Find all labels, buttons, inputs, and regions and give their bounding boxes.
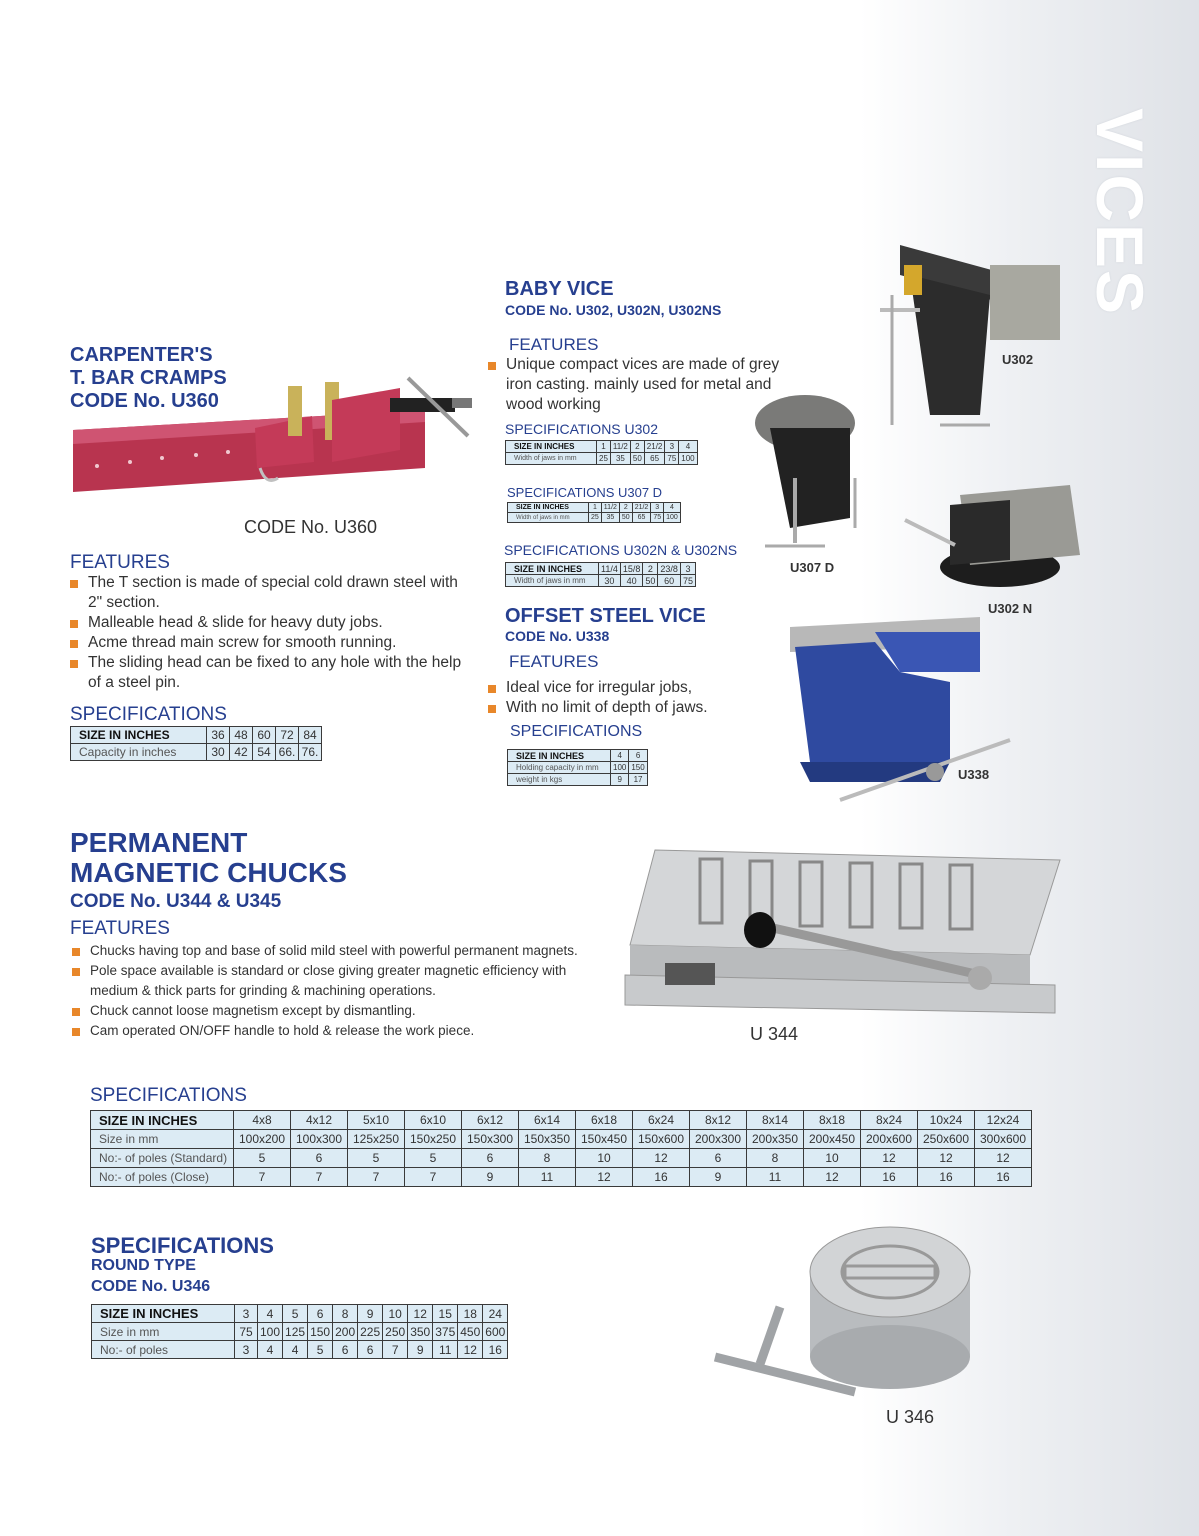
table-cell: 6 (629, 750, 647, 762)
carpenter-spec-heading: SPECIFICATIONS (70, 704, 227, 725)
table-cell: 4x12 (291, 1111, 348, 1130)
u307d-spec-heading: SPECIFICATIONS U307 D (507, 485, 663, 500)
table-cell: No:- of poles (92, 1341, 235, 1359)
table-cell: 9 (462, 1168, 519, 1187)
table-row (506, 441, 698, 453)
table-row (91, 1111, 1032, 1130)
list-item: The sliding head can be fixed to any hole with the help of a steel pin. (70, 653, 470, 693)
table-cell: 5 (234, 1149, 291, 1168)
table-cell: 30 (207, 744, 230, 761)
table-row (508, 513, 681, 523)
u307d-label: U307 D (790, 560, 835, 575)
carpenter-features-list (70, 573, 470, 693)
u302-spec-heading: SPECIFICATIONS U302 (505, 421, 659, 437)
table-cell: 2 (619, 503, 632, 513)
u302-spec-table (505, 440, 698, 465)
carpenter-code: CODE No. U360 (70, 390, 219, 412)
magnetic-title-line2: MAGNETIC CHUCKS (70, 857, 347, 888)
table-cell: 200x450 (804, 1130, 861, 1149)
table-cell: 17 (629, 774, 647, 786)
table-cell: 4 (679, 441, 697, 453)
table-cell: 65 (632, 513, 651, 523)
table-cell: 75 (235, 1323, 258, 1341)
baby-vice-features-list (488, 355, 788, 415)
table-cell: 21/2 (632, 503, 651, 513)
table-cell: 11 (433, 1341, 458, 1359)
table-cell: 6 (358, 1341, 383, 1359)
magnetic-code: CODE No. U344 & U345 (70, 891, 282, 912)
table-cell: 5 (405, 1149, 462, 1168)
u346-round-chuck-image (705, 1222, 985, 1407)
table-cell: Size in mm (91, 1130, 234, 1149)
table-cell: 125x250 (348, 1130, 405, 1149)
baby-vice-features-heading: FEATURES (509, 335, 599, 354)
table-cell: 100 (258, 1323, 283, 1341)
u338-vice-image (780, 612, 1040, 812)
table-cell: 150x600 (633, 1130, 690, 1149)
table-cell: 12 (861, 1149, 918, 1168)
table-cell: 150x250 (405, 1130, 462, 1149)
table-cell: 200x600 (861, 1130, 918, 1149)
table-cell: 4 (283, 1341, 308, 1359)
table-cell: 3 (235, 1341, 258, 1359)
table-cell: 35 (610, 453, 630, 465)
table-cell: SIZE IN INCHES (71, 727, 207, 744)
table-cell: 7 (348, 1168, 405, 1187)
round-subtitle: ROUND TYPE (91, 1257, 196, 1274)
table-cell: 200x300 (690, 1130, 747, 1149)
table-cell: 11 (747, 1168, 804, 1187)
table-cell: 16 (483, 1341, 508, 1359)
table-row (508, 774, 648, 786)
table-cell: 16 (918, 1168, 975, 1187)
table-cell: 16 (633, 1168, 690, 1187)
list-item: With no limit of depth of jaws. (488, 698, 788, 718)
table-cell: 9 (408, 1341, 433, 1359)
table-cell: 150 (629, 762, 647, 774)
table-cell: 7 (383, 1341, 408, 1359)
table-cell: 6 (333, 1341, 358, 1359)
table-cell: 75 (665, 453, 679, 465)
table-cell: 12 (576, 1168, 633, 1187)
table-row (508, 503, 681, 513)
table-cell: 48 (230, 727, 253, 744)
table-cell: 76. (299, 744, 322, 761)
offset-vice-code: CODE No. U338 (505, 628, 610, 644)
table-cell: SIZE IN INCHES (506, 563, 599, 575)
table-cell: 9 (690, 1168, 747, 1187)
table-cell: SIZE IN INCHES (508, 503, 589, 513)
table-cell: 36 (207, 727, 230, 744)
u302-vice-image (870, 235, 1070, 435)
table-cell: Width of jaws in mm (508, 513, 589, 523)
table-row (506, 575, 696, 587)
table-cell: 12 (804, 1168, 861, 1187)
table-cell: 8x24 (861, 1111, 918, 1130)
table-cell: 12x24 (975, 1111, 1032, 1130)
table-cell: 225 (358, 1323, 383, 1341)
table-cell: 250 (383, 1323, 408, 1341)
table-cell: 600 (483, 1323, 508, 1341)
table-cell: 65 (644, 453, 665, 465)
table-cell: 6x12 (462, 1111, 519, 1130)
table-cell: 10 (804, 1149, 861, 1168)
carpenter-title-line2: T. BAR CRAMPS (70, 367, 227, 389)
table-cell: 35 (601, 513, 619, 523)
offset-vice-title: OFFSET STEEL VICE (505, 605, 706, 627)
table-cell: 10 (576, 1149, 633, 1168)
table-row (92, 1341, 508, 1359)
table-cell: 150x350 (519, 1130, 576, 1149)
table-cell: 25 (589, 513, 602, 523)
table-cell: 150x450 (576, 1130, 633, 1149)
table-cell: SIZE IN INCHES (91, 1111, 234, 1130)
u302n-vice-image (900, 475, 1090, 590)
table-cell: 4 (258, 1305, 283, 1323)
table-cell: 72 (276, 727, 299, 744)
table-cell: 6 (291, 1149, 348, 1168)
table-cell: SIZE IN INCHES (508, 750, 611, 762)
table-row (91, 1149, 1032, 1168)
table-cell: 200 (333, 1323, 358, 1341)
table-cell: 250x600 (918, 1130, 975, 1149)
table-cell: 3 (235, 1305, 258, 1323)
table-cell: 10 (383, 1305, 408, 1323)
u344-chuck-image (620, 845, 1065, 1025)
table-cell: 2 (643, 563, 658, 575)
table-cell: 7 (234, 1168, 291, 1187)
round-code: CODE No. U346 (91, 1278, 211, 1295)
table-row (508, 750, 648, 762)
table-cell: 16 (861, 1168, 918, 1187)
table-cell: 2 (630, 441, 644, 453)
u302n-spec-table (505, 562, 696, 587)
table-row (506, 563, 696, 575)
table-cell: 18 (458, 1305, 483, 1323)
table-cell: 11/2 (610, 441, 630, 453)
u338-label: U338 (958, 767, 990, 782)
list-item: Chucks having top and base of solid mild steel with powerful permanent magnets. (72, 941, 582, 961)
table-row (91, 1130, 1032, 1149)
table-cell: 6x24 (633, 1111, 690, 1130)
table-cell: 4x8 (234, 1111, 291, 1130)
table-cell: 9 (358, 1305, 383, 1323)
table-row (91, 1168, 1032, 1187)
table-cell: 6x14 (519, 1111, 576, 1130)
table-cell: 11 (519, 1168, 576, 1187)
magnetic-spec-heading: SPECIFICATIONS (90, 1085, 247, 1106)
magnetic-spec-table (90, 1110, 1032, 1187)
table-cell: 7 (291, 1168, 348, 1187)
table-cell: 15/8 (620, 563, 643, 575)
table-cell: 375 (433, 1323, 458, 1341)
table-cell: 75 (651, 513, 664, 523)
table-cell: 6 (308, 1305, 333, 1323)
table-cell: 75 (680, 575, 695, 587)
u302n-label: U302 N (988, 601, 1033, 616)
table-cell: 24 (483, 1305, 508, 1323)
carpenter-image-caption: CODE No. U360 (244, 517, 378, 537)
table-cell: 6x10 (405, 1111, 462, 1130)
baby-vice-title: BABY VICE (505, 278, 614, 300)
table-cell: 5x10 (348, 1111, 405, 1130)
table-cell: 150 (308, 1323, 333, 1341)
table-cell: 12 (918, 1149, 975, 1168)
table-cell: 42 (230, 744, 253, 761)
table-cell: 8 (333, 1305, 358, 1323)
table-cell: Size in mm (92, 1323, 235, 1341)
offset-vice-features-heading: FEATURES (509, 652, 599, 671)
table-cell: 450 (458, 1323, 483, 1341)
table-cell: 10x24 (918, 1111, 975, 1130)
table-cell: 7 (405, 1168, 462, 1187)
table-cell: 12 (975, 1149, 1032, 1168)
table-cell: 8x14 (747, 1111, 804, 1130)
table-cell: 125 (283, 1323, 308, 1341)
table-cell: 12 (408, 1305, 433, 1323)
table-cell: 50 (630, 453, 644, 465)
table-cell: 8x12 (690, 1111, 747, 1130)
table-row (92, 1323, 508, 1341)
table-cell: 15 (433, 1305, 458, 1323)
list-item: Unique compact vices are made of grey iron casting. mainly used for metal and wood working (488, 355, 788, 415)
table-cell: 12 (633, 1149, 690, 1168)
table-cell: 8x18 (804, 1111, 861, 1130)
table-cell: 66. (276, 744, 299, 761)
table-cell: 60 (253, 727, 276, 744)
offset-vice-features-list (488, 678, 788, 718)
table-cell: 3 (665, 441, 679, 453)
table-cell: 6x18 (576, 1111, 633, 1130)
table-cell: 50 (619, 513, 632, 523)
table-cell: 6 (690, 1149, 747, 1168)
list-item: Cam operated ON/OFF handle to hold & release the work piece. (72, 1021, 582, 1041)
table-cell: 11/4 (599, 563, 621, 575)
table-cell: 8 (747, 1149, 804, 1168)
list-item: Ideal vice for irregular jobs, (488, 678, 788, 698)
table-row (508, 762, 648, 774)
offset-vice-spec-heading: SPECIFICATIONS (510, 723, 643, 740)
table-cell: 9 (611, 774, 629, 786)
u346-caption: U 346 (886, 1407, 935, 1427)
table-cell: 25 (597, 453, 611, 465)
table-cell: 100 (679, 453, 697, 465)
table-cell: weight in kgs (508, 774, 611, 786)
table-cell: 23/8 (658, 563, 681, 575)
t-bar-cramp-image (70, 370, 490, 500)
round-spec-table (91, 1304, 508, 1359)
list-item: Acme thread main screw for smooth running. (70, 633, 470, 653)
table-cell: 84 (299, 727, 322, 744)
table-cell: 40 (620, 575, 643, 587)
table-row (506, 453, 698, 465)
section-title-vices: VICES (1083, 108, 1157, 317)
table-cell: Holding capacity in mm (508, 762, 611, 774)
table-cell: Width of jaws in mm (506, 575, 599, 587)
table-cell: No:- of poles (Standard) (91, 1149, 234, 1168)
magnetic-features-list (72, 941, 582, 1041)
table-cell: 4 (258, 1341, 283, 1359)
table-cell: 21/2 (644, 441, 665, 453)
table-cell: 6 (462, 1149, 519, 1168)
table-cell: Capacity in inches (71, 744, 207, 761)
offset-vice-spec-table (507, 749, 648, 786)
table-row (71, 744, 322, 761)
list-item: Pole space available is standard or close giving greater magnetic efficiency with medium & thick parts for grinding & machining operations. (72, 961, 582, 1001)
table-cell: 54 (253, 744, 276, 761)
table-cell: SIZE IN INCHES (92, 1305, 235, 1323)
table-cell: 5 (308, 1341, 333, 1359)
table-cell: 5 (348, 1149, 405, 1168)
baby-vice-code: CODE No. U302, U302N, U302NS (505, 302, 722, 318)
magnetic-title-block (70, 828, 347, 888)
table-cell: 4 (611, 750, 629, 762)
table-cell: 50 (643, 575, 658, 587)
u307d-spec-table (507, 502, 681, 523)
table-cell: No:- of poles (Close) (91, 1168, 234, 1187)
round-title: SPECIFICATIONS (91, 1233, 274, 1258)
table-cell: 60 (658, 575, 681, 587)
carpenter-features-heading: FEATURES (70, 552, 170, 573)
table-row (71, 727, 322, 744)
table-cell: 12 (458, 1341, 483, 1359)
u302n-spec-heading: SPECIFICATIONS U302N & U302NS (504, 542, 738, 558)
table-cell: 11/2 (601, 503, 619, 513)
table-cell: 8 (519, 1149, 576, 1168)
table-cell: 100 (611, 762, 629, 774)
table-cell: 150x300 (462, 1130, 519, 1149)
table-cell: SIZE IN INCHES (506, 441, 597, 453)
carpenter-title-line1: CARPENTER'S (70, 344, 213, 366)
table-cell: 100 (664, 513, 681, 523)
list-item: The T section is made of special cold drawn steel with 2" section. (70, 573, 470, 613)
list-item: Malleable head & slide for heavy duty jobs. (70, 613, 470, 633)
table-cell: 100x300 (291, 1130, 348, 1149)
table-cell: 4 (664, 503, 681, 513)
carpenter-spec-table (70, 726, 322, 761)
table-cell: 1 (597, 441, 611, 453)
table-cell: 100x200 (234, 1130, 291, 1149)
table-cell: 3 (680, 563, 695, 575)
magnetic-features-heading: FEATURES (70, 918, 170, 939)
table-cell: 16 (975, 1168, 1032, 1187)
table-cell: 1 (589, 503, 602, 513)
table-cell: 5 (283, 1305, 308, 1323)
table-cell: 300x600 (975, 1130, 1032, 1149)
table-cell: Width of jaws in mm (506, 453, 597, 465)
u344-caption: U 344 (750, 1024, 799, 1044)
table-cell: 3 (651, 503, 664, 513)
u307d-vice-image (750, 388, 890, 553)
u302-label: U302 (1002, 352, 1034, 367)
table-cell: 350 (408, 1323, 433, 1341)
table-cell: 200x350 (747, 1130, 804, 1149)
magnetic-title-line1: PERMANENT (70, 827, 248, 858)
table-cell: 30 (599, 575, 621, 587)
list-item: Chuck cannot loose magnetism except by dismantling. (72, 1001, 582, 1021)
table-row (92, 1305, 508, 1323)
